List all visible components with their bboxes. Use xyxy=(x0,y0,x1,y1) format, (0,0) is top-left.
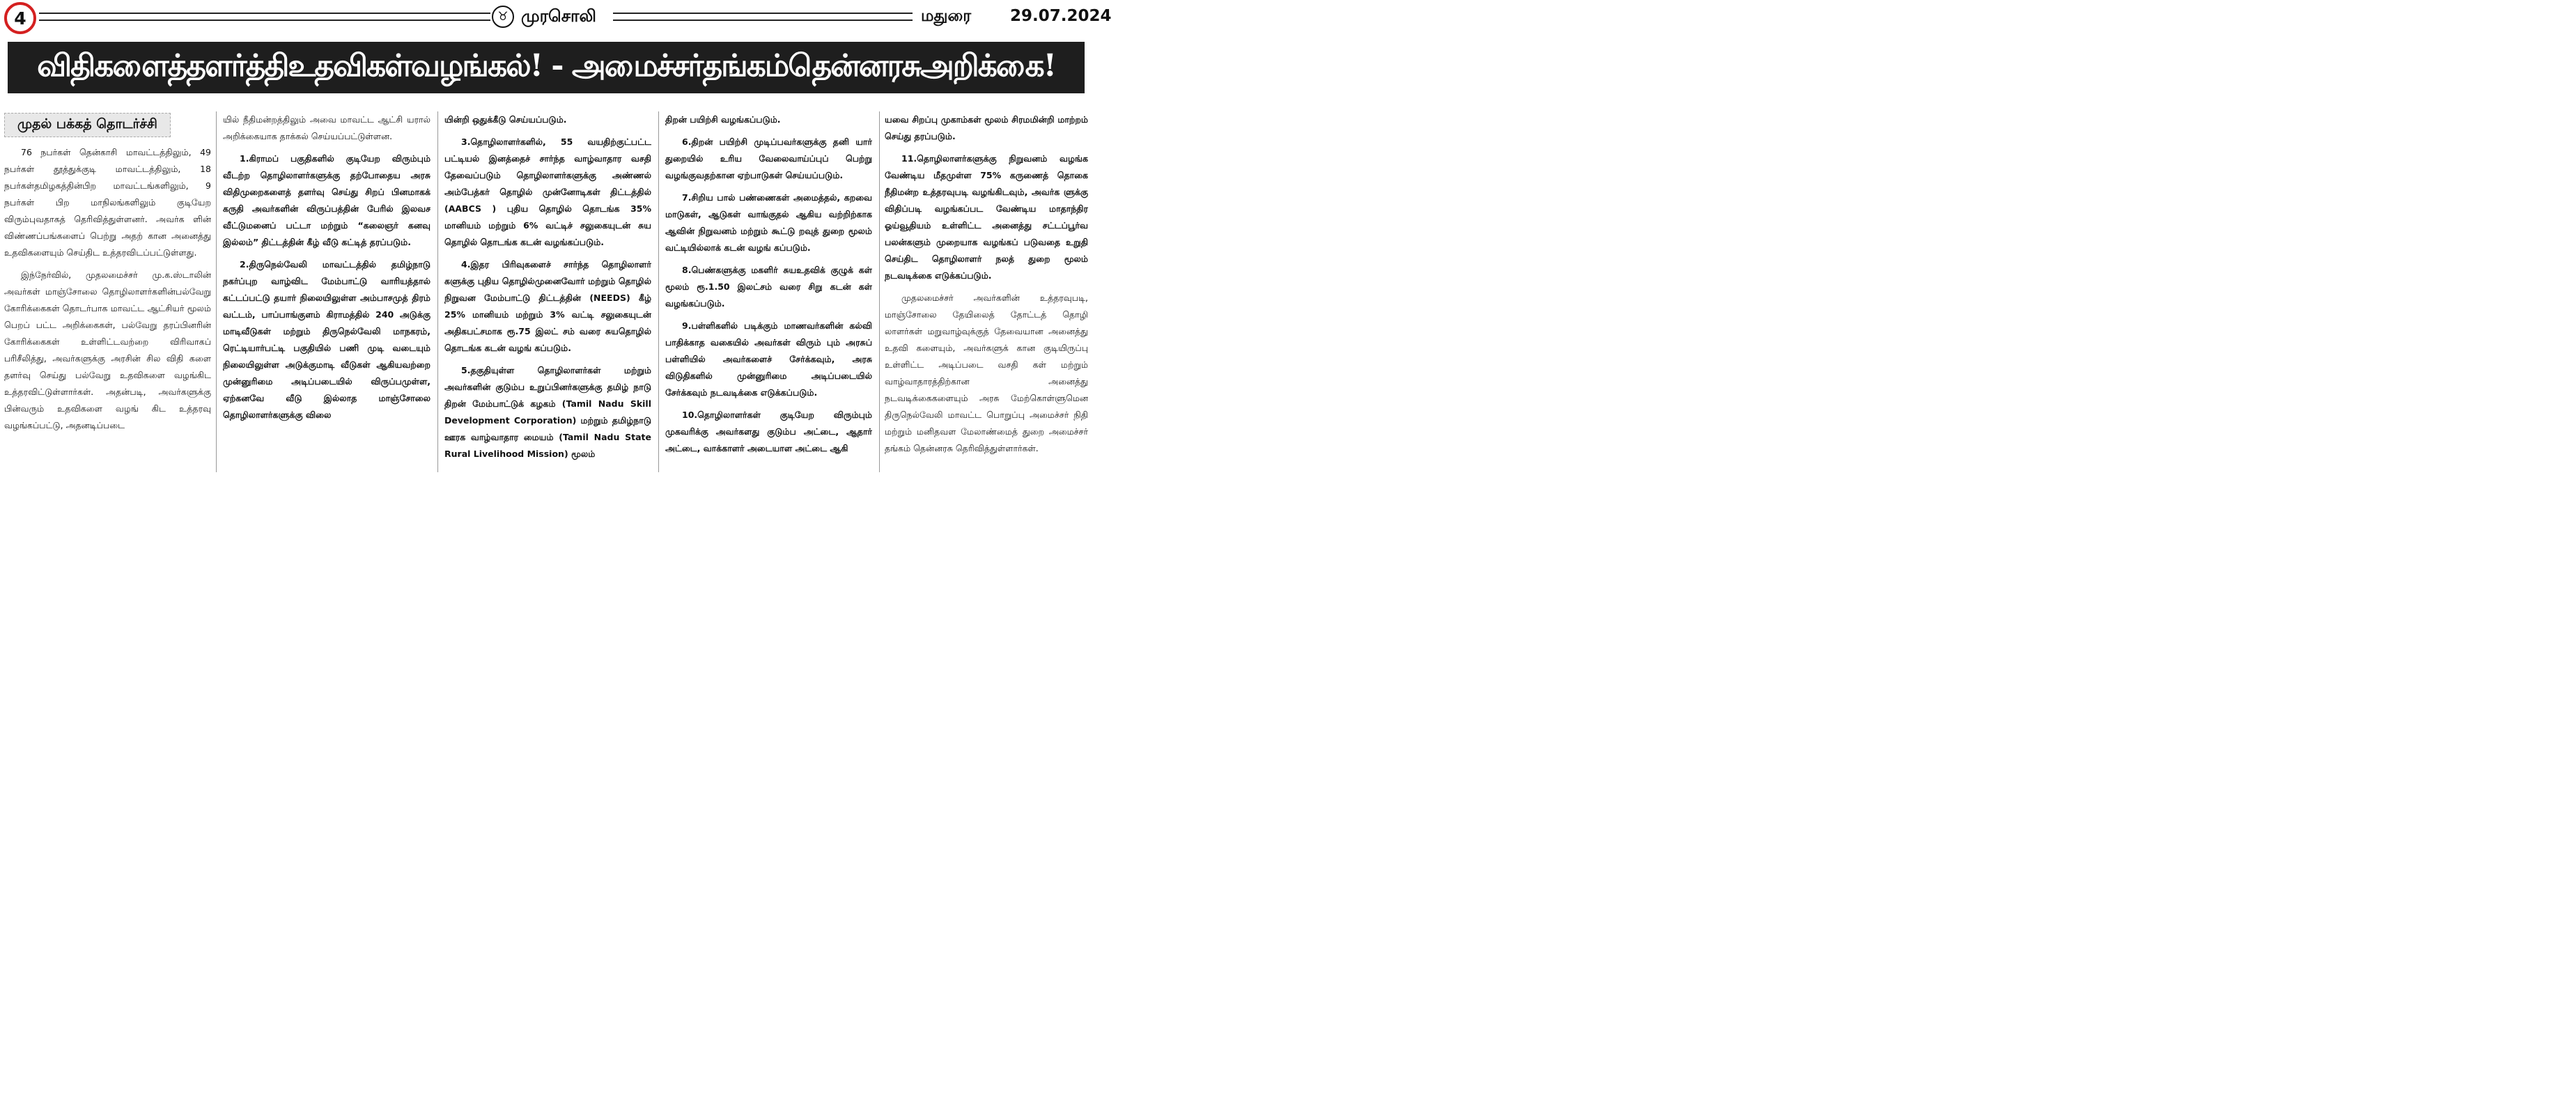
column-divider xyxy=(216,111,217,472)
column-3 xyxy=(444,111,651,472)
issue-date: 29.07.2024 xyxy=(1010,7,1112,25)
paragraph: யில் நீதிமன்றத்திலும் அவை மாவட்ட ஆட்சி யரால் அறிக்கையாக தாக்கல் செய்யப்பட்டுள்ளன. xyxy=(223,114,430,141)
list-item: 9.பள்ளிகளில் படிக்கும் மாணவர்களின் கல்வி பாதிக்காத வகையில் அவர்கள் விரும் பும் அரசுப் பள்ளியில் அவர்களைச் சேர்க்கவும், அரசு விடுதிகளில் முன்னுரிமை அடிப்படையில் சேர்க்கவும் நடவடிக்கை எடுக்கப்படும். xyxy=(665,320,872,398)
bull-logo-icon: ♉ xyxy=(492,6,514,28)
list-item: 11.தொழிலாளர்களுக்கு நிறுவனம் வழங்க வேண்டிய மீதமுள்ள 75% கருணைத் தொகை நீதிமன்ற உத்தரவுபடி வழங்கிடவும், அவர்க ளுக்கு விதிப்படி வழங்கப்பட வேண்டிய மாதாந்திர ஓய்வூதியம் உள்ளிட்ட அனைத்து சட்டப்பூர்வ பலன்களும் முறையாக வழங்கப் படுவதை உறுதி செய்திட தொழிலாளர் நலத் துறை மூலம் நடவடிக்கை எடுக்கப்படும். xyxy=(885,153,1088,281)
column-divider xyxy=(437,111,438,472)
list-item: 2.திருநெல்வேலி மாவட்டத்தில் தமிழ்நாடு நகர்ப்புற வாழ்விட மேம்பாட்டு வாரியத்தால் கட்டப்பட்டு தயார் நிலையிலுள்ள அம்பாசமுத் திரம் வட்டம், பாப்பாங்குளம் கிராமத்தில் 240 அடுக்கு மாடிவீடுகள் மற்றும் திருநெல்வேலி மாநகரம், ரெட்டியார்பட்டி பகுதியில் பணி முடி வடையும் நிலையிலுள்ள அடுக்குமாடி வீடுகள் ஆகியவற்றை முன்னுரிமை அடிப்படையில் விருப்பமுள்ள, ஏற்கனவே வீடு இல்லாத மாஞ்சோலை தொழிலாளர்களுக்கு விலை xyxy=(223,259,430,420)
article-body xyxy=(0,111,1092,472)
headline: விதிகளைத்தளர்த்திஉதவிகள்வழங்கல்! - அமைச்சர்தங்கம்தென்னரசுஅறிக்கை! xyxy=(37,47,1055,84)
paragraph: 76 நபர்கள் தென்காசி மாவட்டத்திலும், 49 நபர்கள் தூத்துக்குடி மாவட்டத்திலும், 18 நபர்கள்தமிழகத்தின்பிற மாவட்டங்களிலும், 9 நபர்கள் பிற மாநிலங்களிலும் குடியேற விரும்புவதாகத் தெரிவித்துள்ளனர். அவர்க ளின் விண்ணப்பங்களைப் பெற்று அதற் கான அனைத்து உதவிகளையும் செய்திட உத்தரவிடப்பட்டுள்ளது. xyxy=(4,147,211,258)
paragraph: யவை சிறப்பு முகாம்கள் மூலம் சிரமமின்றி மாற்றம் செய்து தரப்படும். xyxy=(885,114,1088,141)
column-4 xyxy=(665,111,872,472)
list-item: 8.பெண்களுக்கு மகளிர் சுயஉதவிக் குழுக் கள் மூலம் ரூ.1.50 இலட்சம் வரை சிறு கடன் கள் வழங்கப்படும். xyxy=(665,265,872,309)
header-rule-left xyxy=(39,13,490,21)
headline-banner xyxy=(8,42,1085,93)
paragraph: திறன் பயிற்சி வழங்கப்படும். xyxy=(665,114,781,125)
list-item: 5.தகுதியுள்ள தொழிலாளர்கள் மற்றும் அவர்களின் குடும்ப உறுப்பினர்களுக்கு தமிழ் நாடு திறன் மேம்பாட்டுக் கழகம் (Tamil Nadu Skill Development Corporation) மற்றும் தமிழ்நாடு ஊரக வாழ்வாதார மையம் (Tamil Nadu State Rural Livelihood Mission) மூலம் xyxy=(444,365,651,459)
list-item: 1.கிராமப் பகுதிகளில் குடியேற விரும்பும் வீடற்ற தொழிலாளர்களுக்கு தற்போதைய அரசு விதிமுறைகளைத் தளர்வு செய்து சிறப் பினமாகக் கருதி அவர்களின் விருப்பத்தின் பேரில் இலவச வீட்டுமனைப் பட்டா மற்றும் “கலைஞர் கனவு இல்லம்” திட்டத்தின் கீழ் வீடு கட்டித் தரப்படும். xyxy=(223,153,430,247)
paragraph: முதலமைச்சர் அவர்களின் உத்தரவுபடி, மாஞ்சோலை தேயிலைத் தோட்டத் தொழி லாளர்கள் மறுவாழ்வுக்குத் தேவையான அனைத்து உதவி களையும், அவர்களுக் கான குடியிருப்பு உள்ளிட்ட அடிப்படை வசதி கள் மற்றும் வாழ்வாதாரத்திற்கான அனைத்து நடவடிக்கைகளையும் அரசு மேற்கொள்ளுமென திருநெல்வேலி மாவட்ட பொறுப்பு அமைச்சர் நிதி மற்றும் மனிதவள மேலாண்மைத் துறை அமைச்சர் தங்கம் தென்னரசு தெரிவித்துள்ளார்கள். xyxy=(885,293,1088,453)
page-number-badge: 4 xyxy=(4,2,36,34)
header-rule-right xyxy=(613,13,913,21)
list-item: 10.தொழிலாளர்கள் குடியேற விரும்பும் முகவரிக்கு அவர்களது குடும்ப அட்டை, ஆதார் அட்டை, வாக்காளர் அடையாள அட்டை ஆகி xyxy=(665,410,872,453)
masthead xyxy=(492,3,596,31)
list-item: 4.இதர பிரிவுகளைச் சார்ந்த தொழிலாளர் களுக்கு புதிய தொழில்முனைவோர் மற்றும் தொழில் நிறுவன மேம்பாட்டு திட்டத்தின் (NEEDS) கீழ் 25% மானியம் மற்றும் 3% வட்டி சலுகையுடன் அதிகபட்சமாக ரூ.75 இலட் சம் வரை சுயதொழில் தொடங்க கடன் வழங் கப்படும். xyxy=(444,259,651,353)
column-divider xyxy=(658,111,659,472)
paragraph: யின்றி ஒதுக்கீடு செய்யப்படும். xyxy=(444,114,567,125)
list-item: 7.சிறிய பால் பண்ணைகள் அமைத்தல், கறவை மாடுகள், ஆடுகள் வாங்குதல் ஆகிய வற்றிற்காக ஆவின் நிறுவனம் மற்றும் கூட்டு றவுத் துறை மூலம் வட்டியில்லாக் கடன் வழங் கப்படும். xyxy=(665,192,872,253)
column-divider xyxy=(879,111,880,472)
column-1 xyxy=(4,111,211,472)
column-2 xyxy=(223,111,430,472)
paper-name: முரசொலி xyxy=(521,6,596,26)
list-item: 6.திறன் பயிற்சி முடிப்பவர்களுக்கு தனி யார் துறையில் உரிய வேலைவாய்ப்புப் பெற்று வழங்குவதற்கான ஏற்பாடுகள் செய்யப்படும். xyxy=(665,137,872,180)
list-item: 3.தொழிலாளர்களில், 55 வயதிற்குட்பட்ட பட்டியல் இனத்தைச் சார்ந்த வாழ்வாதார வசதி தேவைப்படும் தொழிலாளர்களுக்கு அண்ணல் அம்பேத்கர் தொழில் முன்னோடிகள் திட்டத்தில் (AABCS ) புதிய தொழில் தொடங்க 35% மானியம் மற்றும் 6% வட்டிச் சலுகையுடன் சுய தொழில் தொடங்க கடன் வழங்கப்படும். xyxy=(444,137,651,247)
page-header xyxy=(0,0,1112,36)
paragraph: இந்நேர்வில், முதலமைச்சர் மு.க.ஸ்டாலின் அவர்கள் மாஞ்சோலை தொழிலாளர்களின்பல்வேறு கோரிக்கைகள் தொடர்பாக மாவட்ட ஆட்சியர் மூலம் பெறப் பட்ட அறிக்கைகள், பல்வேறு தரப்பினரின் கோரிக்கைகள் உள்ளிட்டவற்றை விரிவாகப் பரிசீலித்து, அவர்களுக்கு அரசின் சில விதி களை தளர்வு செய்து பல்வேறு உதவிகளை வழங்கிட உத்தரவிட்டுள்ளார்கள். அதன்படி, அவர்களுக்கு பின்வரும் உதவிகளை வழங் கிட உத்தரவு வழங்கப்பட்டு, அதனடிப்படை xyxy=(4,270,211,430)
edition-name: மதுரை xyxy=(921,7,972,25)
column-5 xyxy=(885,111,1088,472)
continuation-label: முதல் பக்கத் தொடர்ச்சி xyxy=(4,113,171,137)
